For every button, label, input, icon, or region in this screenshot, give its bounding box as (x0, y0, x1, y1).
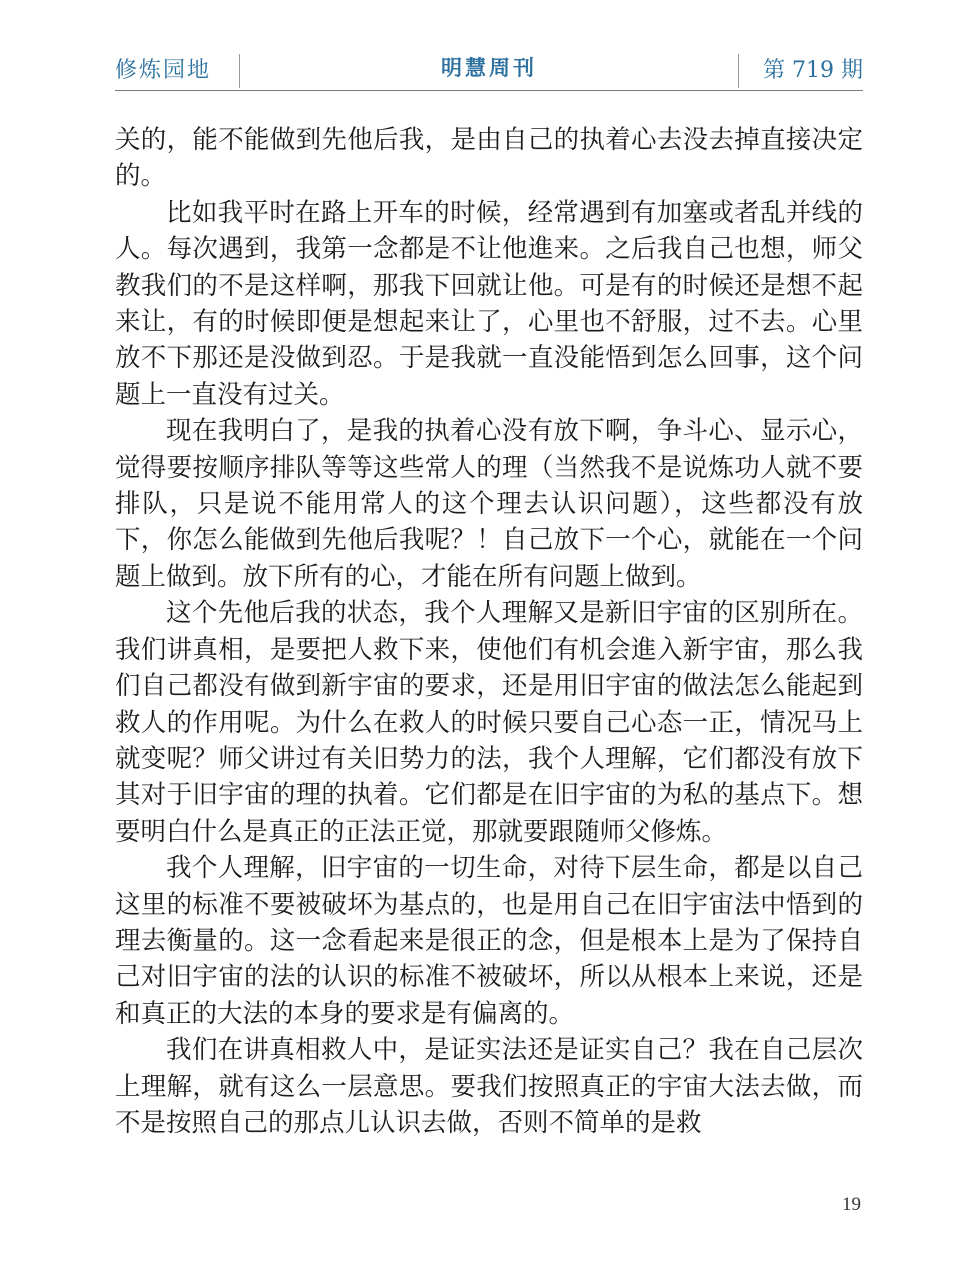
section-title: 修炼园地 (115, 54, 240, 88)
paragraph: 关的，能不能做到先他后我，是由自己的执着心去没去掉直接决定的。 (115, 125, 863, 192)
page-header (115, 50, 863, 91)
paragraph: 这个先他后我的状态，我个人理解又是新旧宇宙的区别所在。我们讲真相，是要把人救下来，使他们有机会進入新宇宙，那么我们自己都没有做到新宇宙的要求，还是用旧宇宙的做法怎么能起到救人的作用呢。为什么在救人的时候只要自己心态一正，情况马上就变呢？师父讲过有关旧势力的法，我个人理解，它们都没有放下其对于旧宇宙的理的执着。它们都是在旧宇宙的为私的基点下。想要明白什么是真正的正法正觉，那就要跟随师父修炼。 (115, 598, 863, 847)
paragraph: 现在我明白了，是我的执着心没有放下啊，争斗心、显示心，觉得要按顺序排队等等这些常人的理（当然我不是说炼功人就不要排队，只是说不能用常人的这个理去认识问题），这些都没有放下，你怎么能做到先他后我呢？！自己放下一个心，就能在一个问题上做到。放下所有的心，才能在所有问题上做到。 (115, 416, 863, 592)
publication-title: 明慧周刊 (441, 56, 537, 80)
paragraph: 我个人理解，旧宇宙的一切生命，对待下层生命，都是以自己这里的标准不要被破坏为基点的，也是用自己在旧宇宙法中悟到的理去衡量的。这一念看起来是很正的念，但是根本上是为了保持自己对旧宇宙的法的认识的标准不被破坏，所以从根本上来说，还是和真正的大法的本身的要求是有偏离的。 (115, 853, 863, 1029)
page-number: 19 (842, 1194, 861, 1215)
article-body (115, 122, 863, 1141)
paragraph: 比如我平时在路上开车的时候，经常遇到有加塞或者乱并线的人。每次遇到，我第一念都是不让他進来。之后我自己也想，师父教我们的不是这样啊，那我下回就让他。可是有的时候还是想不起来让，有的时候即便是想起来让了，心里也不舒服，过不去。心里放不下那还是没做到忍。于是我就一直没能悟到怎么回事，这个问题上一直没有过关。 (115, 197, 863, 410)
paragraph: 我们在讲真相救人中，是证实法还是证实自己？我在自己层次上理解，就有这么一层意思。要我们按照真正的宇宙大法去做，而不是按照自己的那点儿认识去做，否则不简单的是救 (115, 1035, 863, 1138)
issue-number: 第 719 期 (738, 54, 863, 88)
